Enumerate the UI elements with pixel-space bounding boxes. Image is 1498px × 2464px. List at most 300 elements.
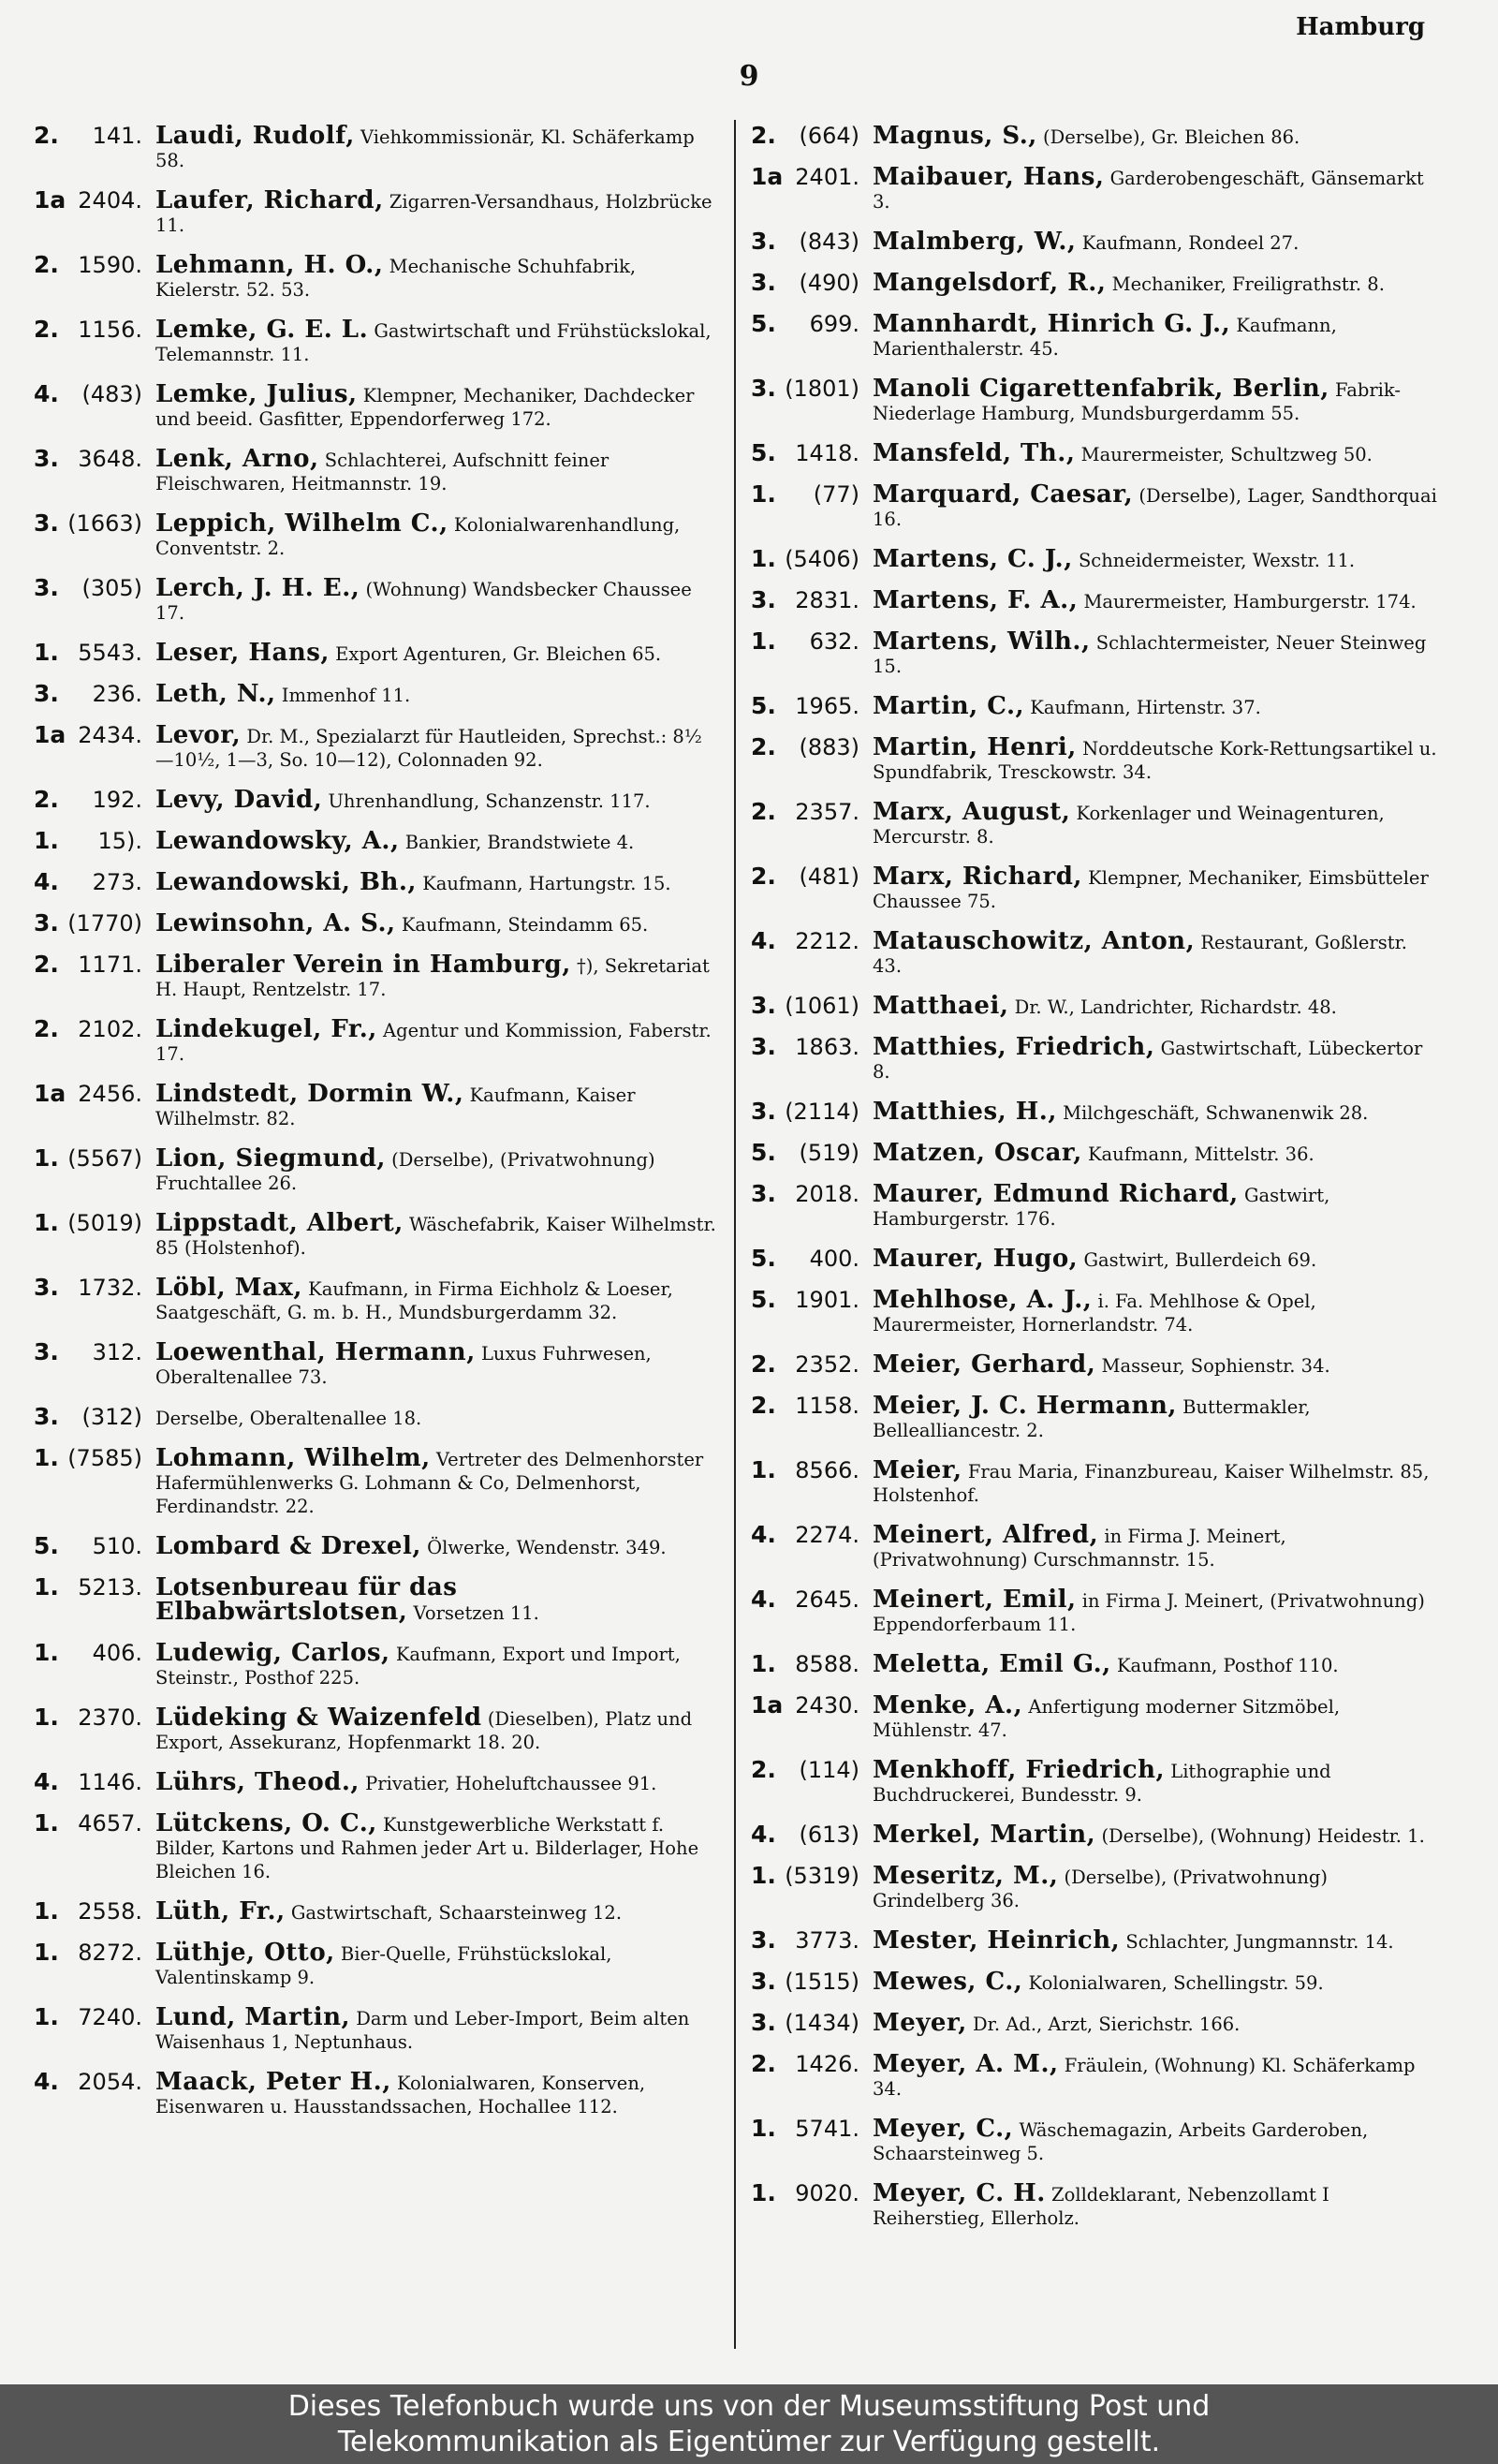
entry-text — [155, 1276, 717, 1324]
subscriber-detail: Kaufmann, Mittelstr. 36. — [1087, 1143, 1314, 1165]
subscriber-detail: Gastwirt, Bullerdeich 69. — [1083, 1249, 1317, 1271]
subscriber-name: Maurer, Hugo, — [873, 1245, 1079, 1273]
entry-text — [155, 1706, 717, 1754]
district-code: 3. — [751, 1926, 776, 1954]
subscriber-detail: Milchgeschäft, Schwanenwik 28. — [1063, 1102, 1369, 1124]
entry-text — [155, 1015, 717, 1066]
subscriber-name: Laufer, Richard, — [155, 186, 384, 214]
district-code: 3. — [34, 445, 59, 472]
subscriber-detail: Vorsetzen 11. — [413, 1602, 539, 1624]
entry-text — [155, 122, 717, 172]
directory-entry — [751, 1756, 1440, 1807]
subscriber-name: Lehmann, H. O., — [155, 251, 384, 279]
directory-entry — [34, 380, 717, 431]
district-code: 1. — [34, 1809, 59, 1837]
phone-number: (1663) — [67, 510, 142, 537]
entry-text — [873, 230, 1440, 255]
district-code: 2. — [751, 733, 776, 760]
district-code: 4. — [751, 1521, 776, 1548]
subscriber-name: Lüth, Fr., — [155, 1897, 286, 1925]
entry-text — [873, 480, 1440, 531]
entry-text — [873, 269, 1440, 297]
directory-entry — [751, 1392, 1440, 1442]
phone-number: 510. — [92, 1533, 142, 1559]
phone-number: (1434) — [785, 2010, 859, 2036]
subscriber-detail: Zigarren-Versandhaus, Holzbrücke 11. — [155, 191, 712, 236]
directory-entry — [34, 1444, 717, 1518]
entry-text — [155, 909, 717, 937]
subscriber-detail: Kaufmann, Steindamm 65. — [401, 914, 649, 936]
subscriber-detail: Schlachtermeister, Neuer Steinweg 15. — [873, 632, 1427, 677]
entry-text — [155, 251, 717, 302]
district-code: 2. — [34, 1015, 59, 1042]
entry-text — [155, 1406, 717, 1430]
subscriber-detail: Garderobengeschäft, Gänsemarkt 3. — [873, 168, 1424, 213]
subscriber-name: Merkel, Martin, — [873, 1821, 1096, 1849]
subscriber-name: Martin, Henri, — [873, 733, 1077, 761]
entry-text — [155, 680, 717, 708]
subscriber-detail: Ölwerke, Wendenstr. 349. — [427, 1537, 667, 1558]
footer-notice — [0, 2384, 1498, 2464]
entry-text — [873, 2009, 1440, 2037]
entry-text — [873, 1180, 1440, 1231]
directory-entry — [34, 827, 717, 854]
directory-entry — [751, 2115, 1440, 2165]
district-code: 1. — [34, 1209, 59, 1236]
phone-number: (305) — [81, 575, 142, 601]
phone-number: 406. — [92, 1640, 142, 1666]
subscriber-name: Lombard & Drexel, — [155, 1532, 421, 1560]
entry-text — [155, 868, 717, 896]
directory-entry — [34, 1704, 717, 1754]
entry-text — [155, 445, 717, 495]
subscriber-name: Lemke, Julius, — [155, 380, 358, 408]
directory-entry — [751, 375, 1440, 425]
district-code: 4. — [34, 380, 59, 407]
directory-entry — [751, 1350, 1440, 1378]
subscriber-name: Lindekugel, Fr., — [155, 1015, 377, 1043]
directory-entry — [34, 509, 717, 560]
subscriber-detail: Schneidermeister, Wexstr. 11. — [1078, 550, 1356, 571]
subscriber-detail: (Dieselben), Platz und Export, Assekuranz, Hopfenmarkt 18. 20. — [155, 1708, 693, 1753]
directory-entry — [751, 1821, 1440, 1848]
phone-number: 236. — [92, 681, 142, 707]
subscriber-detail: †), Sekretariat H. Haupt, Rentzelstr. 17. — [155, 955, 710, 1000]
subscriber-detail: Wäschemagazin, Arbeits Garderoben, Schaarsteinweg 5. — [873, 2119, 1369, 2164]
entry-text — [155, 1809, 717, 1883]
subscriber-detail: Kolonialwaren, Konserven, Eisenwaren u. Hausstandssachen, Hochallee 112. — [155, 2073, 646, 2117]
subscriber-name: Lindstedt, Dormin W., — [155, 1080, 464, 1108]
directory-entry — [751, 1968, 1440, 1995]
district-code: 1a — [34, 1080, 66, 1107]
subscriber-detail: Maurermeister, Hamburgerstr. 174. — [1083, 591, 1417, 612]
directory-entry — [751, 1033, 1440, 1084]
directory-entry — [34, 868, 717, 895]
phone-number: 2352. — [795, 1351, 859, 1378]
phone-number: (7585) — [67, 1445, 142, 1471]
district-code: 3. — [751, 586, 776, 613]
subscriber-name: Meinert, Alfred, — [873, 1521, 1099, 1549]
phone-number: 2558. — [78, 1898, 142, 1925]
district-code: 1. — [34, 2003, 59, 2030]
district-code: 3. — [751, 228, 776, 255]
district-code: 2. — [751, 1392, 776, 1419]
subscriber-name: Meier, Gerhard, — [873, 1350, 1096, 1379]
entry-text — [155, 2003, 717, 2054]
left-column — [34, 122, 717, 2132]
subscriber-detail: Gastwirtschaft, Lübeckertor 8. — [873, 1038, 1423, 1083]
phone-number: 2018. — [795, 1181, 859, 1207]
district-code: 1. — [751, 2179, 776, 2206]
subscriber-name: Meinert, Emil, — [873, 1586, 1077, 1614]
district-code: 1. — [34, 1444, 59, 1471]
phone-number: 9020. — [795, 2180, 859, 2206]
phone-number: 1732. — [78, 1275, 142, 1301]
district-code: 3. — [751, 375, 776, 402]
subscriber-name: Mannhardt, Hinrich G. J., — [873, 310, 1231, 338]
entry-text — [873, 1394, 1440, 1442]
directory-entry — [751, 1286, 1440, 1336]
subscriber-detail: in Firma J. Meinert, (Privatwohnung) Curschmannstr. 15. — [873, 1526, 1286, 1571]
directory-entry — [34, 1209, 717, 1260]
directory-entry — [751, 798, 1440, 848]
subscriber-detail: Immenhof 11. — [281, 685, 411, 706]
phone-number: 141. — [92, 123, 142, 149]
phone-number: (519) — [799, 1140, 859, 1166]
subscriber-name: Lohmann, Wilhelm, — [155, 1444, 431, 1472]
subscriber-detail: Agentur und Kommission, Faberstr. 17. — [155, 1020, 712, 1065]
subscriber-detail: Mechanische Schuhfabrik, Kielerstr. 52. 53. — [155, 256, 637, 301]
subscriber-detail: Klempner, Mechaniker, Dachdecker und beeid. Gasfitter, Eppendorferweg 172. — [155, 385, 695, 430]
subscriber-name: Maurer, Edmund Richard, — [873, 1180, 1239, 1208]
district-code: 1a — [751, 163, 784, 190]
district-code: 1a — [34, 721, 66, 748]
phone-number: 3773. — [795, 1927, 859, 1954]
phone-number: (664) — [799, 123, 859, 149]
district-code: 3. — [34, 909, 59, 937]
entry-text — [155, 827, 717, 855]
subscriber-name: Meletta, Emil G., — [873, 1650, 1111, 1678]
phone-number: 1590. — [78, 252, 142, 278]
subscriber-name: Leth, N., — [155, 680, 276, 708]
phone-number: 312. — [92, 1339, 142, 1365]
subscriber-name: Levor, — [155, 721, 242, 749]
subscriber-detail: Dr. W., Landrichter, Richardstr. 48. — [1014, 996, 1337, 1018]
phone-number: (1770) — [67, 910, 142, 937]
district-code: 5. — [751, 439, 776, 466]
district-code: 3. — [34, 509, 59, 537]
phone-number: (5019) — [67, 1210, 142, 1236]
entry-text — [873, 545, 1440, 573]
phone-number: (5567) — [67, 1145, 142, 1172]
subscriber-name: Lewandowski, Bh., — [155, 868, 417, 896]
directory-entry — [751, 927, 1440, 978]
district-code: 1. — [34, 639, 59, 666]
directory-entry — [34, 951, 717, 1001]
district-code: 2. — [751, 2050, 776, 2077]
phone-number: 2357. — [795, 799, 859, 825]
entry-text — [873, 1456, 1440, 1507]
entry-text — [873, 733, 1440, 784]
entry-text — [155, 1338, 717, 1389]
entry-text — [873, 1691, 1440, 1742]
subscriber-detail: Anfertigung moderner Sitzmöbel, Mühlenstr. 47. — [873, 1696, 1341, 1741]
directory-entry — [751, 269, 1440, 296]
directory-entry — [751, 1862, 1440, 1912]
subscriber-name: Laudi, Rudolf, — [155, 122, 355, 150]
district-code: 2. — [751, 1350, 776, 1378]
entry-text — [873, 1033, 1440, 1084]
subscriber-detail: in Firma J. Meinert, (Privatwohnung) Eppendorferbaum 11. — [873, 1590, 1425, 1635]
footer-line-1: Dieses Telefonbuch wurde uns von der Museumsstiftung Post und — [287, 2390, 1211, 2423]
subscriber-name: Lion, Siegmund, — [155, 1144, 386, 1173]
district-code: 2. — [751, 122, 776, 149]
district-code: 5. — [751, 1286, 776, 1313]
directory-entry — [751, 863, 1440, 913]
entry-text — [873, 865, 1440, 913]
subscriber-name: Lotsenbureau für das Elbabwärtslotsen, — [155, 1573, 458, 1626]
directory-entry — [34, 1939, 717, 1989]
subscriber-name: Martens, Wilh., — [873, 627, 1091, 656]
right-column — [751, 122, 1440, 2244]
entry-text — [873, 1286, 1440, 1336]
subscriber-detail: i. Fa. Mehlhose & Opel, Maurermeister, Hornerlandstr. 74. — [873, 1291, 1316, 1335]
phone-number: 2274. — [795, 1522, 859, 1548]
subscriber-name: Loewenthal, Hermann, — [155, 1338, 476, 1366]
district-code: 2. — [34, 786, 59, 813]
district-code: 1. — [34, 1144, 59, 1172]
district-code: 1. — [751, 1456, 776, 1483]
phone-number: 2102. — [78, 1016, 142, 1042]
subscriber-name: Martin, C., — [873, 692, 1025, 720]
directory-entry — [34, 186, 717, 237]
district-code: 5. — [751, 310, 776, 337]
subscriber-detail: Masseur, Sophienstr. 34. — [1101, 1355, 1330, 1377]
directory-entry — [751, 1180, 1440, 1231]
entry-text — [873, 1100, 1440, 1125]
district-code: 5. — [751, 692, 776, 719]
directory-entry — [751, 545, 1440, 572]
subscriber-name: Ludewig, Carlos, — [155, 1639, 390, 1667]
subscriber-name: Matthies, H., — [873, 1098, 1057, 1126]
district-code: 2. — [34, 122, 59, 149]
directory-entry — [751, 439, 1440, 466]
subscriber-detail: Kolonialwarenhandlung, Conventstr. 2. — [155, 514, 681, 559]
subscriber-name: Matthaei, — [873, 992, 1009, 1020]
phone-number: 5741. — [795, 2116, 859, 2142]
subscriber-name: Mester, Heinrich, — [873, 1926, 1121, 1955]
phone-number: 1146. — [78, 1769, 142, 1795]
entry-text — [873, 1823, 1440, 1848]
entry-text — [873, 1247, 1440, 1272]
subscriber-detail: (Derselbe), (Privatwohnung) Fruchtallee 26. — [155, 1149, 655, 1194]
entry-text — [155, 721, 717, 772]
directory-entry — [751, 2009, 1440, 2036]
phone-number: 3648. — [78, 446, 142, 472]
district-code: 3. — [34, 1403, 59, 1430]
column-divider — [734, 120, 736, 2349]
district-code: 2. — [751, 798, 776, 825]
district-code: 2. — [751, 1756, 776, 1783]
subscriber-detail: (Wohnung) Wandsbecker Chaussee 17. — [155, 579, 692, 624]
subscriber-detail: Mechaniker, Freiligrathstr. 8. — [1111, 273, 1385, 295]
district-code: 3. — [751, 1968, 776, 1995]
directory-entry — [34, 574, 717, 625]
phone-number: (481) — [799, 863, 859, 890]
entry-text — [155, 574, 717, 625]
directory-entry — [751, 1139, 1440, 1166]
subscriber-name: Marquard, Caesar, — [873, 480, 1134, 509]
directory-entry — [34, 1144, 717, 1195]
district-code: 5. — [34, 1532, 59, 1559]
subscriber-detail: Kaufmann, Hartungstr. 15. — [422, 873, 671, 894]
phone-number: 1156. — [78, 317, 142, 343]
entry-text — [873, 1521, 1440, 1571]
phone-number: 2430. — [795, 1692, 859, 1719]
subscriber-detail: Kaufmann, Export und Import, Steinstr., Posthof 225. — [155, 1644, 681, 1689]
directory-entry — [751, 2179, 1440, 2230]
entry-text — [873, 122, 1440, 150]
district-code: 4. — [751, 927, 776, 954]
directory-entry — [34, 1897, 717, 1925]
entry-text — [155, 1144, 717, 1195]
directory-entry — [751, 163, 1440, 214]
phone-number: (1061) — [785, 993, 859, 1019]
subscriber-detail: Privatier, Hoheluftchaussee 91. — [365, 1773, 657, 1794]
district-code: 5. — [751, 1245, 776, 1272]
district-code: 4. — [34, 2068, 59, 2095]
subscriber-name: Marx, August, — [873, 798, 1071, 826]
subscriber-name: Levy, David, — [155, 786, 323, 814]
entry-text — [873, 2179, 1440, 2230]
subscriber-name: Matthies, Friedrich, — [873, 1033, 1155, 1061]
district-code: 3. — [751, 1098, 776, 1125]
directory-entry — [34, 1809, 717, 1883]
directory-entry — [751, 1098, 1440, 1125]
district-code: 3. — [34, 1274, 59, 1301]
subscriber-detail: Dr. Ad., Arzt, Sierichstr. 166. — [973, 2014, 1241, 2035]
subscriber-detail: (Derselbe), (Wohnung) Heidestr. 1. — [1101, 1825, 1425, 1847]
phone-number: (5406) — [785, 546, 859, 572]
subscriber-name: Lührs, Theod., — [155, 1768, 360, 1796]
entry-text — [873, 1970, 1440, 1995]
district-code: 4. — [751, 1586, 776, 1613]
phone-number: 2401. — [795, 164, 859, 190]
directory-entry — [751, 1456, 1440, 1507]
district-code: 1. — [34, 827, 59, 854]
directory-entry — [34, 1015, 717, 1066]
subscriber-name: Mansfeld, Th., — [873, 439, 1076, 467]
entry-text — [155, 2068, 717, 2118]
phone-number: (77) — [813, 481, 859, 508]
subscriber-detail: Vertreter des Delmenhorster Hafermühlenwerks G. Lohmann & Co, Delmenhorst, Ferdinandstr. 22. — [155, 1449, 704, 1517]
subscriber-name: Lewandowsky, A., — [155, 827, 400, 855]
running-head: Hamburg — [1296, 13, 1425, 41]
phone-number: 1418. — [795, 440, 859, 466]
subscriber-name: Leppich, Wilhelm C., — [155, 509, 448, 538]
phone-number: 15). — [97, 828, 142, 854]
subscriber-name: Menke, A., — [873, 1691, 1023, 1719]
subscriber-detail: (Derselbe), Gr. Bleichen 86. — [1043, 126, 1300, 148]
phone-number: 2370. — [78, 1704, 142, 1731]
subscriber-detail: Buttermakler, Bellealliancestr. 2. — [873, 1396, 1311, 1441]
subscriber-name: Meier, — [873, 1456, 962, 1484]
subscriber-detail: Derselbe, Oberaltenallee 18. — [155, 1408, 422, 1429]
entry-text — [155, 1080, 717, 1130]
district-code: 3. — [751, 1180, 776, 1207]
subscriber-name: Maibauer, Hans, — [873, 163, 1105, 191]
directory-entry — [34, 1573, 717, 1625]
directory-entry — [34, 1532, 717, 1559]
district-code: 4. — [34, 1768, 59, 1795]
phone-number: 5213. — [78, 1574, 142, 1601]
phone-number: 7240. — [78, 2004, 142, 2030]
phone-number: 632. — [809, 628, 859, 655]
phone-number: (2114) — [785, 1099, 859, 1125]
district-code: 1. — [34, 1639, 59, 1666]
subscriber-detail: Export Agenturen, Gr. Bleichen 65. — [335, 643, 662, 665]
subscriber-detail: Kaufmann, Hirtenstr. 37. — [1030, 697, 1261, 718]
subscriber-detail: Fräulein, (Wohnung) Kl. Schäferkamp 34. — [873, 2055, 1416, 2100]
phone-number: 8588. — [795, 1651, 859, 1677]
entry-text — [155, 639, 717, 667]
subscriber-name: Mehlhose, A. J., — [873, 1286, 1093, 1314]
directory-entry — [751, 1926, 1440, 1954]
subscriber-name: Lüthje, Otto, — [155, 1939, 335, 1967]
entry-text — [155, 380, 717, 431]
subscriber-detail: Kunstgewerbliche Werkstatt f. Bilder, Kartons und Rahmen jeder Art u. Bilderlager, Hohe Bleichen 16. — [155, 1814, 699, 1882]
subscriber-detail: Kaufmann, in Firma Eichholz & Loeser, Saatgeschäft, G. m. b. H., Mundsburgerdamm 32. — [155, 1278, 673, 1323]
footer-line-2: Telekommunikation als Eigentümer zur Verfügung gestellt. — [337, 2426, 1161, 2458]
directory-entry — [34, 2003, 717, 2054]
phone-number: (1801) — [785, 376, 859, 402]
district-code: 4. — [34, 868, 59, 895]
subscriber-name: Lemke, G. E. L. — [155, 316, 369, 344]
directory-entry — [751, 627, 1440, 678]
phone-number: 8272. — [78, 1940, 142, 1966]
entry-text — [155, 1941, 717, 1989]
entry-text — [155, 1768, 717, 1796]
subscriber-name: Leser, Hans, — [155, 639, 330, 667]
subscriber-detail: Luxus Fuhrwesen, Oberaltenallee 73. — [155, 1343, 652, 1388]
subscriber-name: Martens, C. J., — [873, 545, 1073, 573]
entry-text — [155, 786, 717, 814]
subscriber-detail: Kaufmann, Posthof 110. — [1116, 1655, 1339, 1676]
entry-text — [873, 439, 1440, 467]
directory-entry — [751, 1691, 1440, 1742]
entry-text — [155, 509, 717, 560]
directory-entry — [751, 2050, 1440, 2101]
district-code: 1. — [751, 1650, 776, 1677]
entry-text — [155, 953, 717, 1001]
phone-number: 8566. — [795, 1457, 859, 1483]
entry-text — [155, 1444, 717, 1518]
entry-text — [155, 318, 717, 366]
district-code: 1. — [34, 1704, 59, 1731]
directory-entry — [34, 122, 717, 172]
district-code: 1. — [34, 1897, 59, 1925]
phone-number: 5543. — [78, 640, 142, 666]
subscriber-detail: Kolonialwaren, Schellingstr. 59. — [1028, 1972, 1324, 1994]
directory-entry — [34, 1639, 717, 1689]
subscriber-detail: Fabrik-Niederlage Hamburg, Mundsburgerdamm 55. — [873, 379, 1401, 424]
subscriber-detail: Gastwirtschaft, Schaarsteinweg 12. — [290, 1902, 623, 1924]
entry-text — [155, 1573, 717, 1626]
subscriber-name: Liberaler Verein in Hamburg, — [155, 951, 571, 979]
entry-text — [873, 377, 1440, 425]
subscriber-name: Löbl, Max, — [155, 1274, 302, 1302]
district-code: 2. — [34, 316, 59, 343]
